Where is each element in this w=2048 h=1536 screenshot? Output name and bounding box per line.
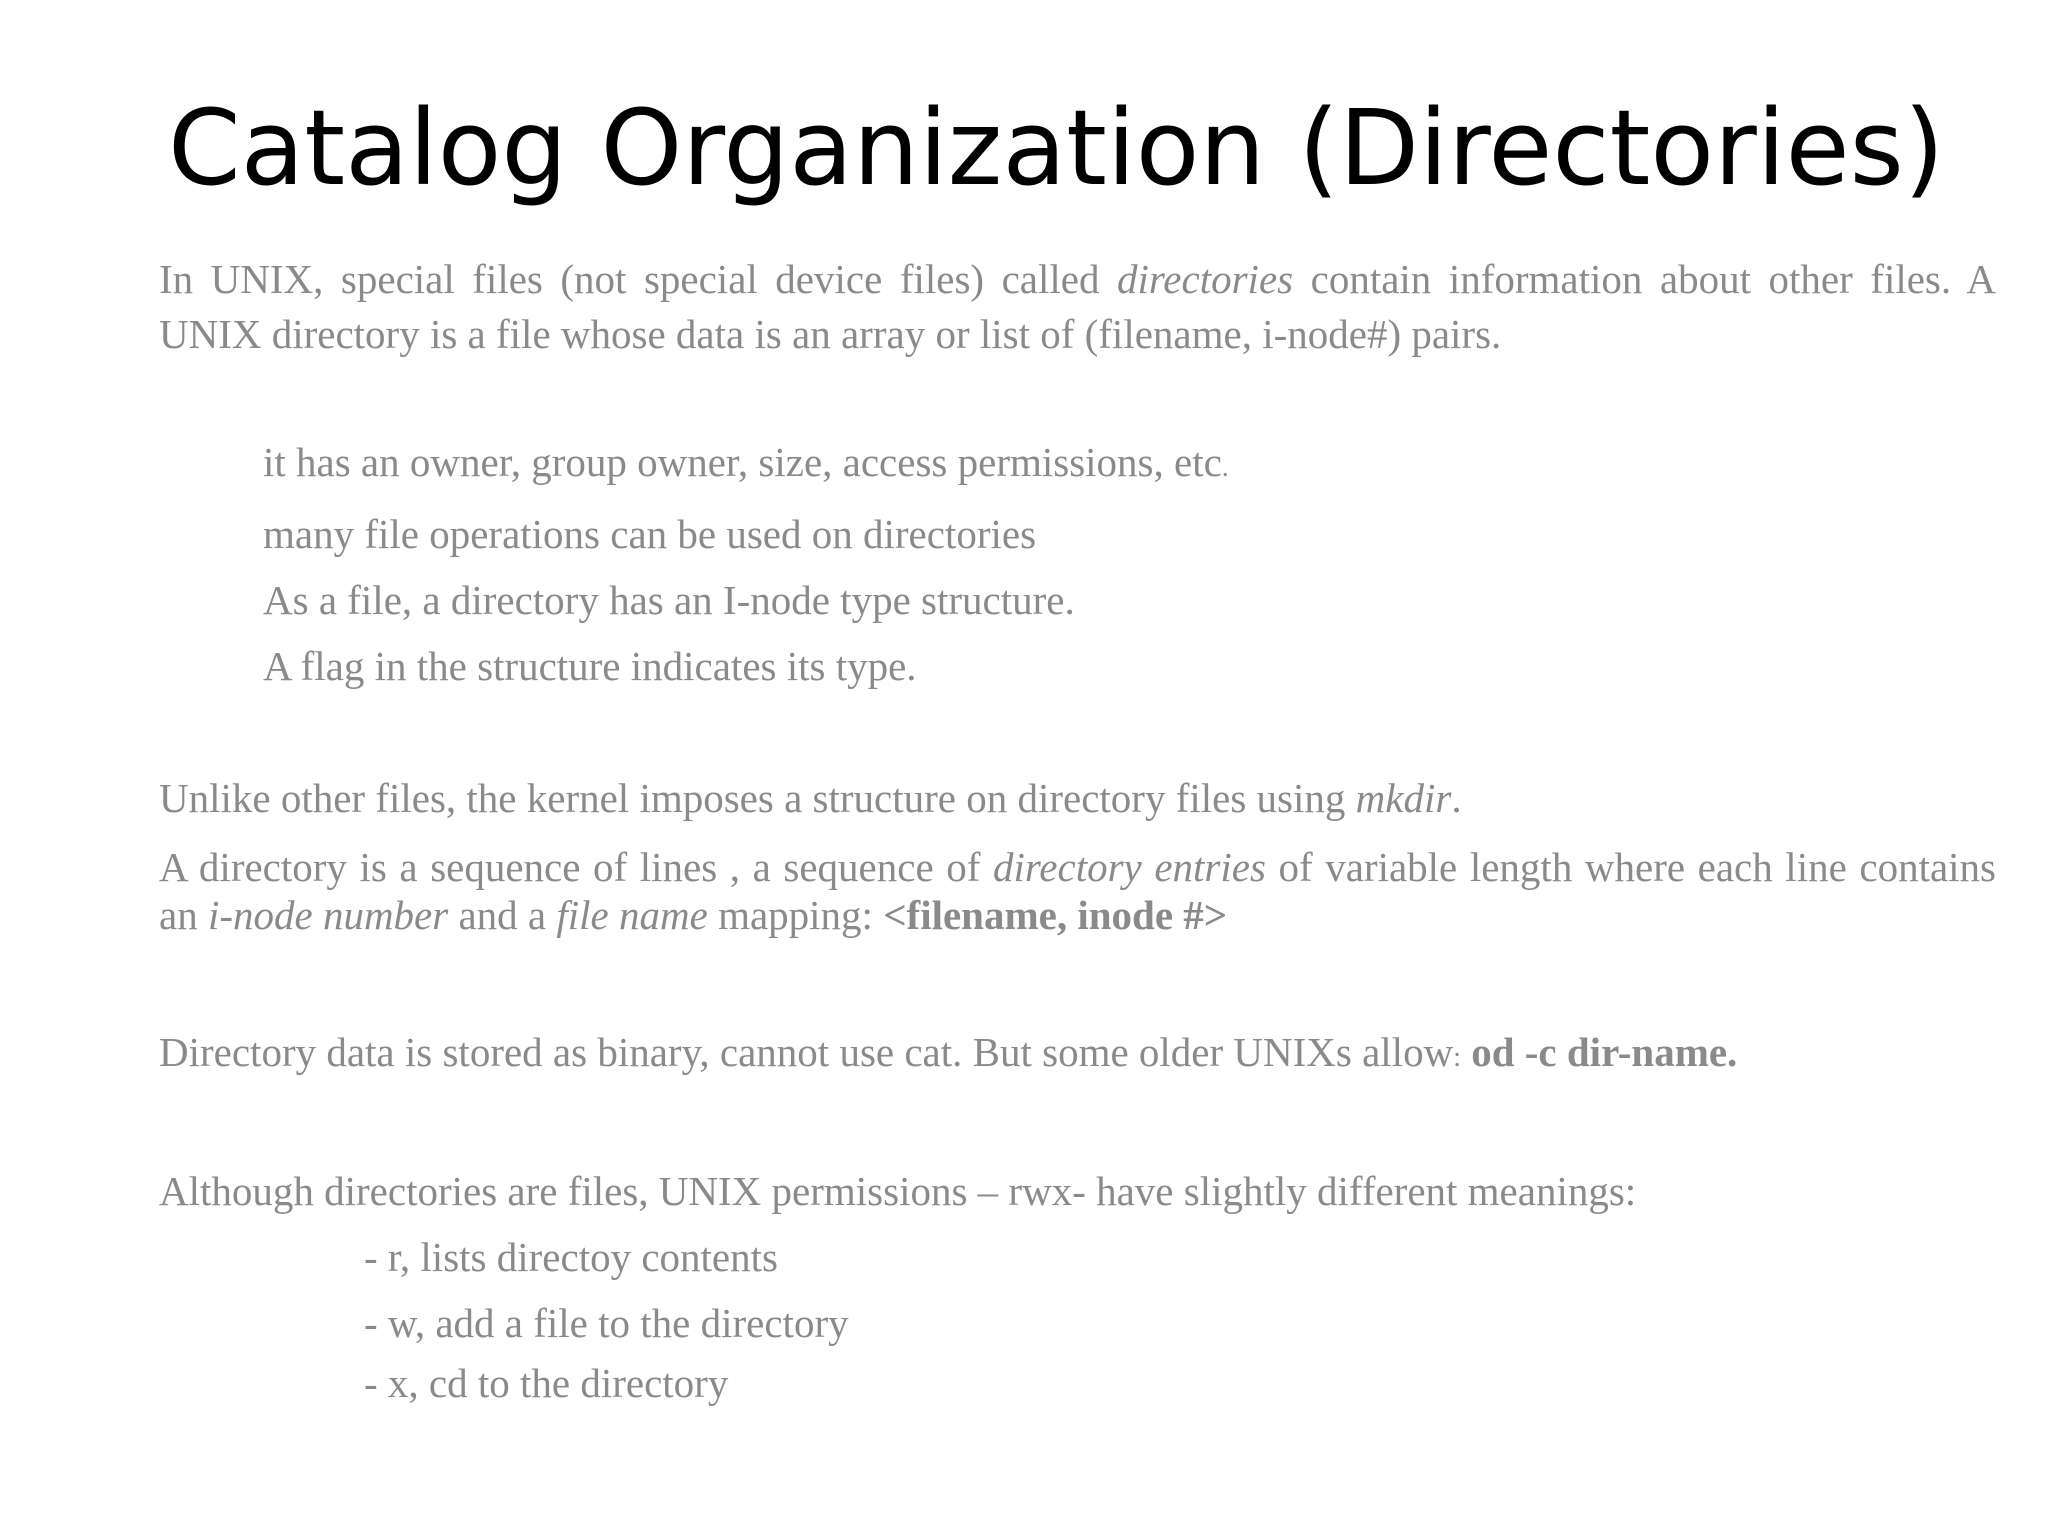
file-prop-inode: As a file, a directory has an I-node type structure.	[263, 577, 1075, 623]
file-prop-owner	[263, 437, 1229, 493]
file-prop-owner-text: it has an owner, group owner, size, access permissions, etc	[263, 439, 1222, 485]
file-prop-flag: A flag in the structure indicates its type.	[263, 643, 917, 689]
kernel-structure-line	[159, 773, 1462, 823]
entries-paragraph	[159, 843, 1996, 939]
entries-term-inode-number: i-node number	[207, 892, 449, 938]
binary-text-1: Directory data is stored as binary, cannot use cat. But some older UNIXs allow	[159, 1029, 1454, 1075]
kernel-term-mkdir: mkdir	[1355, 775, 1452, 821]
entries-text-3: and a	[448, 892, 557, 938]
intro-term-directories: directories	[1116, 256, 1294, 302]
file-prop-operations: many file operations can be used on directories	[263, 511, 1037, 557]
binary-colon: :	[1453, 1042, 1461, 1073]
binary-data-line	[159, 1027, 1737, 1083]
kernel-text-1: Unlike other files, the kernel imposes a structure on directory files using	[159, 775, 1356, 821]
entries-text-2: of variable length where each line contains an	[159, 844, 1997, 938]
entries-term-directory-entries: directory entries	[992, 844, 1266, 890]
binary-command: od -c dir-name.	[1460, 1029, 1738, 1075]
intro-text-2: contain information about other files. A UNIX directory is a file whose data is an array or list of (filename, i-node#) pairs.	[159, 256, 1997, 357]
intro-text-1: In UNIX, special files (not special device files) called	[159, 256, 1117, 302]
permission-r: - r, lists directoy contents	[364, 1234, 778, 1280]
entries-term-file-name: file name	[556, 892, 708, 938]
permission-w: - w, add a file to the directory	[364, 1300, 849, 1346]
intro-paragraph	[159, 252, 1996, 362]
permissions-heading: Although directories are files, UNIX permissions – rwx- have slightly different meanings:	[159, 1168, 1637, 1214]
entries-text-4: mapping:	[707, 892, 884, 938]
slide-title: Catalog Organization (Directories)	[168, 87, 1945, 209]
file-prop-owner-dot: .	[1221, 452, 1229, 483]
entries-mapping: <filename, inode #>	[883, 892, 1228, 938]
permission-x: - x, cd to the directory	[364, 1360, 729, 1406]
kernel-text-2: .	[1451, 775, 1462, 821]
entries-text-1: A directory is a sequence of lines , a sequence of	[159, 844, 993, 890]
